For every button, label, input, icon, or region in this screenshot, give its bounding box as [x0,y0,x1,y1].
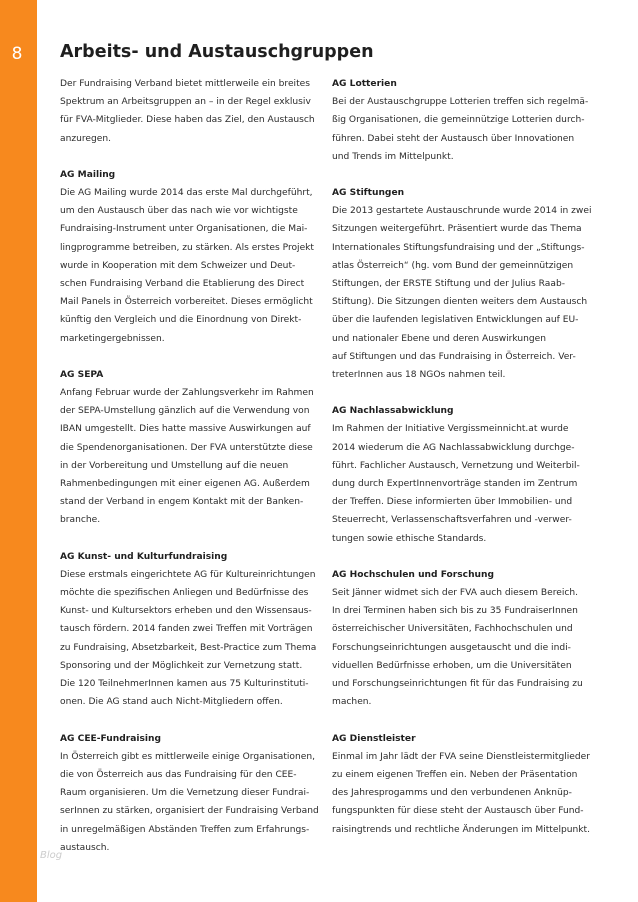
text-line: künftig den Vergleich und die Einordnung von Direkt- [60,315,302,326]
page-number: 8 [11,44,23,64]
section [60,75,318,148]
text-line: Sitzungen weitergeführt. Präsentiert wurde das Thema [332,224,582,235]
text-line: dung durch ExpertInnenvorträge standen im Zentrum [332,479,578,490]
text-line: branche. [60,515,101,526]
text-line: Diese erstmals eingerichtete AG für Kultureinrichtungen [60,569,316,580]
section-heading: AG CEE-Fundraising [60,733,162,744]
section [332,730,594,839]
section [60,166,318,348]
text-line: Mail Panels in Österreich vorbereitet. Dieses ermöglicht [60,297,313,308]
text-line: schen Fundraising Verband die Etablierung des Direct [60,279,305,290]
text-line: In Österreich gibt es mittlerweile einige Organisationen, [60,751,316,762]
section [332,184,594,384]
section-heading: AG Nachlassabwicklung [332,406,454,417]
section-body [60,384,318,530]
section-body [332,584,594,711]
text-line: IBAN umgestellt. Dies hatte massive Auswirkungen auf [60,424,311,435]
right-column [332,75,594,857]
text-line: Fundraising-Instrument unter Organisationen, die Mai- [60,224,308,235]
text-line: stand der Verband in engem Kontakt mit der Banken- [60,497,304,508]
text-line: Stiftung). Die Sitzungen dienten weiters dem Austausch [332,297,588,308]
text-line: der SEPA-Umstellung gänzlich auf die Verwendung von [60,406,310,417]
section-body [60,566,318,712]
text-line: der Treffen. Diese informierten über Immobilien- und [332,497,573,508]
section-heading: AG Dienstleister [332,733,416,744]
text-line: Anfang Februar wurde der Zahlungsverkehr im Rahmen [60,388,314,399]
text-line: treterInnen aus 18 NGOs nahmen teil. [332,370,506,381]
section [60,730,318,857]
section-heading: AG Mailing [60,169,116,180]
text-line: um den Austausch über das nach wie vor wichtigste [60,206,298,217]
text-line: Internationales Stiftungsfundraising und der „Stiftungs- [332,242,585,253]
section [332,402,594,548]
text-line: serInnen zu stärken, organisiert der Fundraising Verband [60,806,319,817]
text-line: viduellen Bedürfnisse erhoben, um die Universitäten [332,660,572,671]
text-line: fungspunkten für diese steht der Austausch über Fund- [332,806,584,817]
section [60,366,318,530]
text-line: Spektrum an Arbeitsgruppen an – in der Regel exklusiv [60,97,311,108]
text-line: möchte die spezifischen Anliegen und Bedürfnisse des [60,588,309,599]
orange-sidebar [0,0,37,902]
text-line: Kunst- und Kultursektors erheben und den Wissensaus- [60,606,312,617]
text-line: Seit Jänner widmet sich der FVA auch diesem Bereich. [332,588,579,599]
text-line: zu einem eigenen Treffen ein. Neben der Präsentation [332,769,578,780]
text-line: atlas Österreich“ (hg. vom Bund der gemeinnützigen [332,260,574,271]
text-line: Rahmenbedingungen mit einer eigenen AG. Außerdem [60,479,310,490]
text-line: In drei Terminen haben sich bis zu 35 FundraiserInnen [332,606,578,617]
text-line: Die 120 TeilnehmerInnen kamen aus 75 Kulturinstituti- [60,679,309,690]
text-line: und nationaler Ebene und deren Auswirkungen [332,333,547,344]
section-body [60,184,318,348]
text-line: tausch fördern. 2014 fanden zwei Treffen mit Vorträgen [60,624,313,635]
text-line: Der Fundraising Verband bietet mittlerweile ein breites [60,79,310,89]
section [60,548,318,712]
section-heading: AG Hochschulen und Forschung [332,569,494,580]
section-body [60,75,318,148]
text-line: Die 2013 gestartete Austauschrunde wurde 2014 in zwei [332,206,592,217]
text-line: Bei der Austauschgruppe Lotterien treffen sich regelmä- [332,97,589,108]
text-line: onen. Die AG stand auch Nicht-Mitgliedern offen. [60,697,283,708]
section-body [60,748,318,857]
section-body [332,93,594,166]
text-line: die von Österreich aus das Fundraising für den CEE- [60,769,297,780]
section-heading: AG Kunst- und Kulturfundraising [60,551,228,562]
text-line: führt. Fachlicher Austausch, Vernetzung und Weiterbil- [332,460,580,471]
text-line: über die laufenden legislativen Entwicklungen auf EU- [332,315,579,326]
text-line: anzuregen. [60,133,112,144]
text-line: tungen sowie ethische Standards. [332,533,487,544]
text-line: die Spendenorganisationen. Der FVA unterstützte diese [60,442,313,453]
text-line: Raum organisieren. Um die Vernetzung dieser Fundrai- [60,788,310,799]
section-body [332,748,594,839]
text-line: 2014 wiederum die AG Nachlassabwicklung durchge- [332,442,575,453]
text-line: austausch. [60,842,110,853]
left-column [60,75,318,875]
text-line: marketingergebnissen. [60,333,165,344]
text-line: ßig Organisationen, die gemeinnützige Lotterien durch- [332,115,585,126]
text-line: in unregelmäßigen Abständen Treffen zum Erfahrungs- [60,824,310,835]
page-title: Arbeits- und Austauschgruppen [60,42,374,62]
watermark: Blog [40,850,63,861]
text-line: lingprogramme betreiben, zu stärken. Als erstes Projekt [60,242,314,253]
section-body [332,420,594,547]
text-line: des Jahresprogamms und den verbundenen Anknüp- [332,788,572,799]
section-heading: AG Stiftungen [332,188,405,199]
text-line: Steuerrecht, Verlassenschaftsverfahren und -verwer- [332,515,572,526]
section-body [332,202,594,384]
text-line: machen. [332,697,372,708]
section-heading: AG SEPA [60,369,104,380]
text-line: in der Vorbereitung und Umstellung auf die neuen [60,460,289,471]
text-line: Einmal im Jahr lädt der FVA seine Dienstleistermitglieder [332,751,591,762]
text-line: zu Fundraising, Absetzbarkeit, Best-Practice zum Thema [60,642,317,653]
text-line: Stiftungen, der ERSTE Stiftung und der Julius Raab- [332,279,565,290]
text-line: und Forschungseinrichtungen fit für das Fundraising zu [332,679,583,690]
text-line: Forschungseinrichtungen ausgetauscht und die indi- [332,642,571,653]
text-line: auf Stiftungen und das Fundraising in Österreich. Ver- [332,351,576,362]
text-line: raisingtrends und rechtliche Änderungen im Mittelpunkt. [332,824,591,835]
text-line: für FVA-Mitglieder. Diese haben das Ziel, den Austausch [60,115,315,126]
text-line: wurde in Kooperation mit dem Schweizer und Deut- [60,260,296,271]
text-line: österreichischer Universitäten, Fachhochschulen und [332,624,573,635]
text-line: Die AG Mailing wurde 2014 das erste Mal durchgeführt, [60,188,313,199]
text-line: führen. Dabei steht der Austausch über Innovationen [332,133,575,144]
section [332,75,594,166]
text-line: Sponsoring und der Möglichkeit zur Vernetzung statt. [60,660,303,671]
text-line: und Trends im Mittelpunkt. [332,151,454,162]
text-line: Im Rahmen der Initiative Vergissmeinnicht.at wurde [332,424,569,435]
section-heading: AG Lotterien [332,79,397,89]
section [332,566,594,712]
